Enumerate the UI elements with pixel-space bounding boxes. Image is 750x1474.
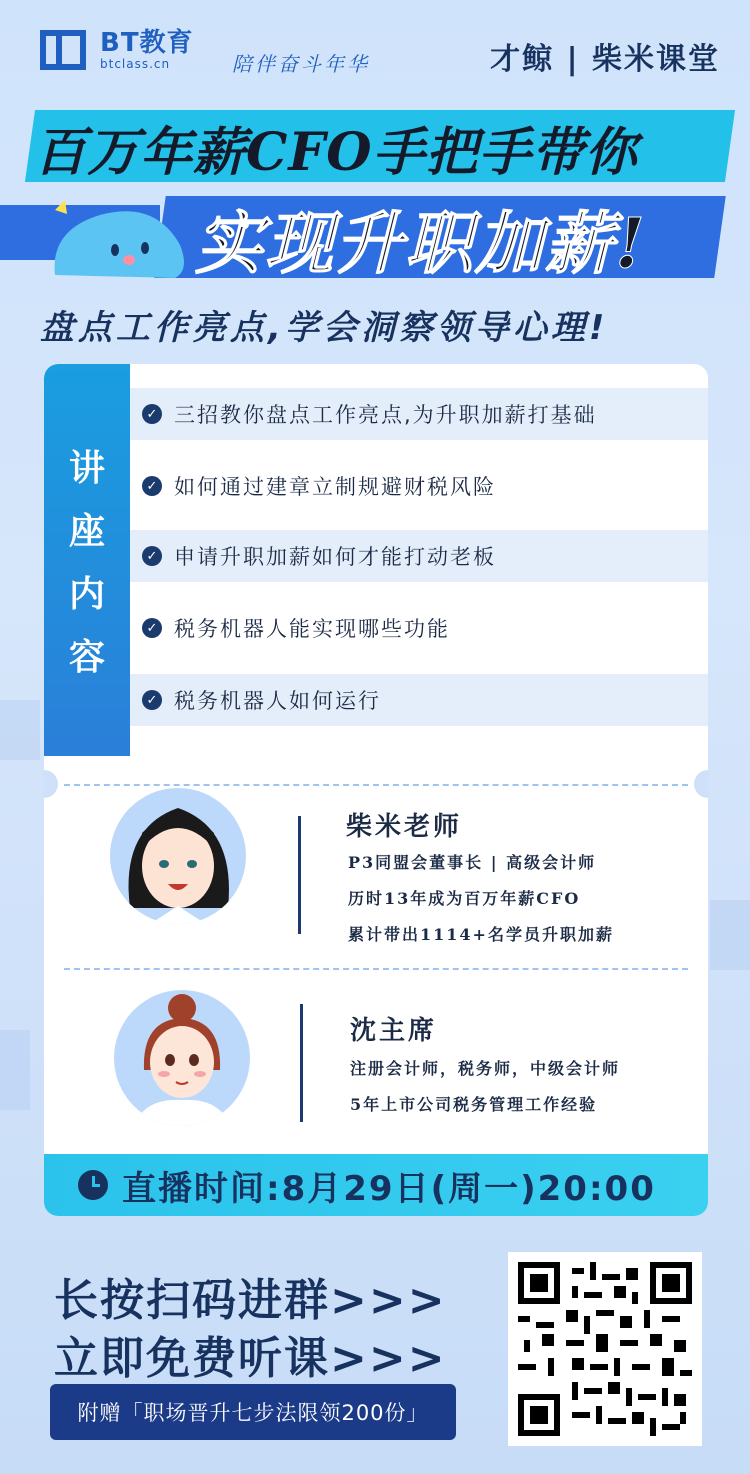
topics-tag [44, 364, 130, 756]
live-time: 直播时间:8月29日(周一)20:00 [122, 1168, 656, 1209]
topic-item [130, 388, 708, 440]
check-icon: ✓ [142, 690, 162, 710]
teacher-credential: 5年上市公司税务管理工作经验 [350, 1095, 598, 1114]
clock-icon [78, 1170, 108, 1200]
live-time-bar [44, 1154, 708, 1216]
check-icon: ✓ [142, 476, 162, 496]
hero-title-line1: 百万年薪CFO手把手带你 [34, 122, 638, 183]
teacher-credential: P3同盟会董事长 | 高级会计师 [348, 853, 597, 872]
topics-tag-char: 座 [68, 510, 105, 552]
divider [64, 784, 688, 786]
woman-avatar-icon [110, 788, 246, 924]
teacher-name: 沈主席 [350, 1016, 438, 1046]
whale-mascot-icon [45, 200, 195, 280]
info-card [44, 364, 708, 1216]
topics-tag-char: 容 [68, 636, 105, 678]
topic-text: 申请升职加薪如何才能打动老板 [174, 545, 496, 569]
qr-code[interactable] [508, 1252, 702, 1446]
slogan: 陪伴奋斗年华 [232, 52, 370, 76]
teacher-credential: 累计带出1114+名学员升职加薪 [348, 925, 614, 944]
divider [64, 968, 688, 970]
hero-title-line2: 实现升职加薪! [195, 204, 647, 284]
bg-decoration [0, 1030, 30, 1110]
topic-item [130, 530, 708, 582]
topic-text: 如何通过建章立制规避财税风险 [174, 475, 496, 499]
teacher-name: 柴米老师 [346, 812, 463, 842]
topic-text: 税务机器人如何运行 [174, 689, 381, 713]
qr-code-icon [518, 1262, 692, 1436]
topic-text: 税务机器人能实现哪些功能 [174, 617, 450, 641]
card-notch [44, 770, 58, 798]
teacher-avatar [114, 990, 250, 1126]
topics-tag-char: 讲 [68, 447, 105, 489]
topic-item [130, 674, 708, 726]
logo-name: BT教育 [100, 28, 194, 58]
teacher-divider [300, 1004, 303, 1122]
partner-brands: 才鲸 | 柴米课堂 [490, 42, 720, 77]
cta-line: 长按扫码进群>>> [54, 1275, 447, 1326]
teacher-credential: 注册会计师，税务师，中级会计师 [350, 1059, 621, 1078]
logo-url: btclass.cn [100, 57, 171, 71]
bg-decoration [0, 700, 40, 760]
brand-logo [40, 28, 194, 72]
logo-icon [40, 28, 92, 72]
check-icon: ✓ [142, 546, 162, 566]
topic-item [130, 460, 708, 512]
woman-avatar-icon [114, 990, 250, 1126]
hero-subtitle: 盘点工作亮点,学会洞察领导心理! [40, 308, 609, 348]
topic-item [130, 602, 708, 654]
teacher-credential: 历时13年成为百万年薪CFO [348, 889, 581, 908]
card-notch [694, 770, 708, 798]
topics-tag-char: 内 [68, 573, 105, 615]
cta-line: 立即免费听课>>> [54, 1333, 447, 1384]
check-icon: ✓ [142, 618, 162, 638]
teacher-avatar [110, 788, 246, 924]
teacher-divider [298, 816, 301, 934]
bg-decoration [710, 900, 750, 970]
topic-text: 三招教你盘点工作亮点,为升职加薪打基础 [174, 403, 597, 427]
check-icon: ✓ [142, 404, 162, 424]
gift-badge: 附赠「职场晋升七步法限领200份」 [50, 1384, 456, 1440]
